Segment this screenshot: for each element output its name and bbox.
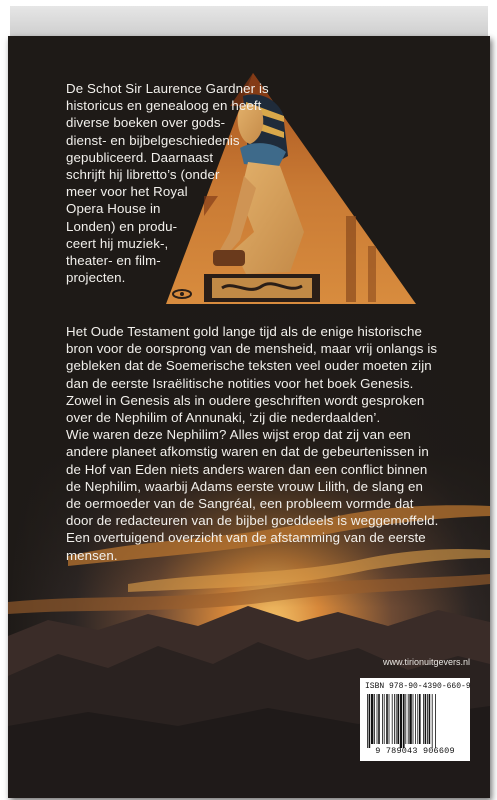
book-back-cover (8, 36, 490, 798)
barcode-bar (413, 694, 414, 744)
barcode-bar (423, 694, 424, 744)
blurb-line: over de Nephilim of Annunaki, ‘zij die nederdaalden’. (66, 410, 381, 426)
blurb-line: mensen. (66, 547, 118, 563)
barcode-bar (403, 694, 405, 748)
blurb-line: Een overtuigend overzicht van de afstamming van de eerste (66, 530, 426, 546)
barcode-bar (389, 694, 390, 744)
barcode-bar (432, 694, 433, 748)
blurb-line: bron voor de oorsprong van de mensheid, maar vrij onlangs is (66, 341, 438, 357)
barcode-bar (386, 694, 388, 744)
barcode-panel (360, 678, 470, 761)
bio-line: Londen) en produ- (66, 218, 178, 234)
barcode-bar (371, 694, 373, 744)
barcode-bar (374, 694, 375, 744)
blurb-line: andere planeet afkomstig waren en dat de gebeurtenissen in (66, 444, 429, 460)
barcode-bar (405, 694, 406, 744)
author-bio (66, 80, 306, 286)
barcode-bar (417, 694, 418, 744)
bio-line: meer voor het Royal (66, 184, 188, 200)
blurb-line: dan de eerste Israëlitische notities voor het boek Genesis. (66, 375, 414, 391)
blurb-line: Het Oude Testament gold lange tijd als de enige historische (66, 324, 423, 339)
barcode-bar (384, 694, 385, 744)
barcode-bar (392, 694, 393, 744)
bio-line: schrijft hij libretto’s (onder (66, 167, 220, 183)
bio-line: theater- en film- (66, 253, 161, 269)
bio-line: ceert hij muziek-, (66, 235, 169, 251)
barcode-bar (400, 694, 402, 748)
blurb-line: Zowel in Genesis als in oudere geschriften wordt gesproken (66, 392, 425, 408)
blurb-line: de oermoeder van de Sangréal, een probleem vormde dat (66, 496, 414, 512)
blurb-line: Wie waren deze Nephilim? Alles wijst erop dat zij van een (66, 427, 411, 443)
blurb-line: door de redacteuren van de bijbel goeddeels is weggemoffeld. (66, 513, 439, 529)
barcode-bar (394, 694, 395, 744)
bio-line: dienst- en bijbelgeschiedenis (66, 132, 240, 148)
bio-line: De Schot Sir Laurence Gardner is (66, 81, 269, 96)
barcode-bar (427, 694, 428, 744)
barcode-bar (397, 694, 399, 744)
barcode (366, 694, 464, 748)
barcode-bar (429, 694, 431, 744)
bio-line: gepubliceerd. Daarnaast (66, 149, 214, 165)
ean-digits: 9 789043 906609 (375, 746, 455, 756)
barcode-bar (396, 694, 397, 744)
blurb-line: de Hof van Eden niets anders waren dan een conflict binnen (66, 461, 428, 477)
bio-line: Opera House in (66, 201, 161, 217)
bio-line: projecten. (66, 270, 126, 286)
publisher-url: www.tirionuitgevers.nl (382, 657, 470, 667)
barcode-bar (378, 694, 380, 744)
barcode-bar (425, 694, 427, 744)
barcode-bar (409, 694, 411, 744)
barcode-bar (415, 694, 416, 744)
bio-line: historicus en genealoog en heeft (66, 98, 262, 114)
barcode-bar (382, 694, 383, 744)
barcode-bar (377, 694, 378, 744)
blurb-line: gebleken dat de Soemerische teksten veel ouder moeten zijn (66, 358, 432, 374)
book-blurb (66, 323, 476, 564)
page-top-shade (10, 6, 488, 36)
blurb-line: de Nephilim, waarbij Adams eerste vrouw Lilith, de slang en (66, 478, 423, 494)
barcode-bar (435, 694, 436, 748)
barcode-bar (369, 694, 371, 748)
isbn-label: ISBN 978-90-4390-660-9 (365, 682, 471, 691)
barcode-bar (367, 694, 368, 748)
barcode-bar (419, 694, 421, 744)
bio-line: diverse boeken over gods- (66, 115, 226, 131)
barcode-bar (408, 694, 409, 744)
